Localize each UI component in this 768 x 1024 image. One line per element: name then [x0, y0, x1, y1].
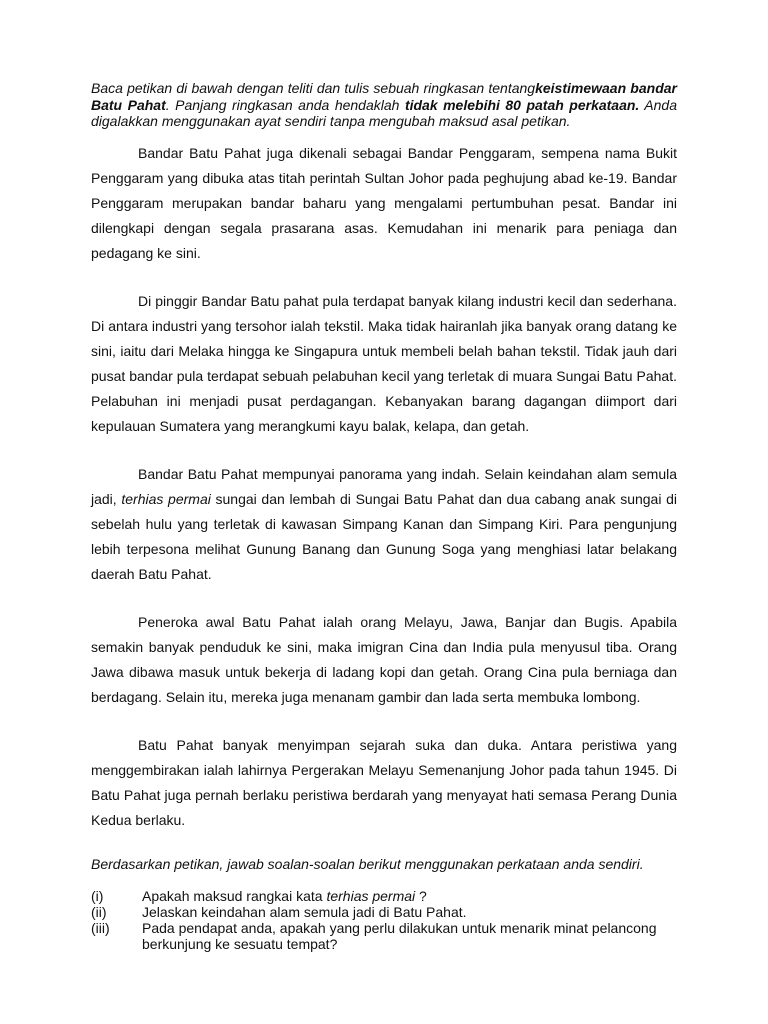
instruction-part-2: . Panjang ringkasan anda hendaklah	[165, 96, 405, 113]
questions-intro: Berdasarkan petikan, jawab soalan-soalan berikut menggunakan perkataan anda sendiri.	[91, 855, 644, 872]
question-item-3	[91, 920, 677, 952]
question-text: Pada pendapat anda, apakah yang perlu dilakukan untuk menarik minat pelancong berkunjung ke sesuatu tempat?	[142, 919, 657, 952]
document-page	[91, 80, 677, 952]
passage-paragraph-2: Di pinggir Bandar Batu pahat pula terdapat banyak kilang industri kecil dan sederhana. Di antara industri yang tersohor ialah tekstil. Maka tidak hairanlah jika banyak orang datang ke sini, iaitu dari Melaka hingga ke Singapura untuk membeli belah bahan tekstil. Tidak jauh dari pusat bandar pula terdapat sebuah pelabuhan kecil yang terletak di muara Sungai Batu Pahat. Pelabuhan ini menjadi pusat perdagangan. Kebanyakan barang dagangan diimport dari kepulauan Sumatera yang merangkumi kayu balak, kelapa, dan getah.	[91, 292, 677, 434]
question-item-1	[91, 888, 677, 904]
question-number: (iii)	[91, 919, 110, 936]
question-1-italic-phrase: terhias permai	[326, 887, 416, 904]
instruction-text	[91, 80, 677, 130]
passage-paragraph-3	[91, 462, 677, 587]
paragraph-3-part-2: sungai dan lembah di Sungai Batu Pahat dan dua cabang anak sungai di sebelah hulu yang terletak di kawasan Simpang Kanan dan Simpang Kiri. Para pengunjung lebih terpesona melihat Gunung Banang dan Gunung Soga yang menghiasi latar belakang daerah Batu Pahat.	[91, 490, 678, 582]
question-1-part-2: ?	[415, 887, 427, 904]
paragraph-3-part-1: Bandar Batu Pahat mempunyai panorama yang indah. Selain keindahan alam semula jadi,	[91, 465, 677, 507]
question-text	[142, 888, 677, 904]
question-text: Jelaskan keindahan alam semula jadi di Batu Pahat.	[142, 903, 467, 920]
instruction-part-1: Baca petikan di bawah dengan teliti dan tulis sebuah ringkasan tentang	[91, 80, 536, 96]
paragraph-3-italic-phrase: terhias permai	[121, 490, 211, 507]
instruction-bold-topic: keistimewaan bandar Batu Pahat	[91, 80, 677, 113]
question-list	[91, 888, 677, 952]
question-number: (i)	[91, 887, 104, 904]
passage-paragraph-5: Batu Pahat banyak menyimpan sejarah suka dan duka. Antara peristiwa yang menggembirakan ialah lahirnya Pergerakan Melayu Semenanjung Johor pada tahun 1945. Di Batu Pahat juga pernah berlaku peristiwa berdarah yang menyayat hati semasa Perang Dunia Kedua berlaku.	[91, 736, 677, 828]
instruction-part-3: Anda digalakkan menggunakan ayat sendiri tanpa mengubah maksud asal petikan.	[91, 96, 677, 129]
question-number: (ii)	[91, 903, 107, 920]
instruction-bold-limit: tidak melebihi 80 patah perkataan.	[404, 96, 640, 113]
passage-paragraph-4: Peneroka awal Batu Pahat ialah orang Melayu, Jawa, Banjar dan Bugis. Apabila semakin banyak penduduk ke sini, maka imigran Cina dan India pula menyusul tiba. Orang Jawa dibawa masuk untuk bekerja di ladang kopi dan getah. Orang Cina pula berniaga dan berdagang. Selain itu, mereka juga menanam gambir dan lada serta membuka lombong.	[91, 613, 677, 705]
passage-paragraph-1: Bandar Batu Pahat juga dikenali sebagai Bandar Penggaram, sempena nama Bukit Penggaram yang dibuka atas titah perintah Sultan Johor pada peghujung abad ke-19. Bandar Penggaram merupakan bandar baharu yang mengalami pertumbuhan pesat. Bandar ini dilengkapi dengan segala prasarana asas. Kemudahan ini menarik para peniaga dan pedagang ke sini.	[91, 144, 677, 261]
question-item-2	[91, 904, 677, 920]
question-1-part-1: Apakah maksud rangkai kata	[142, 887, 327, 904]
